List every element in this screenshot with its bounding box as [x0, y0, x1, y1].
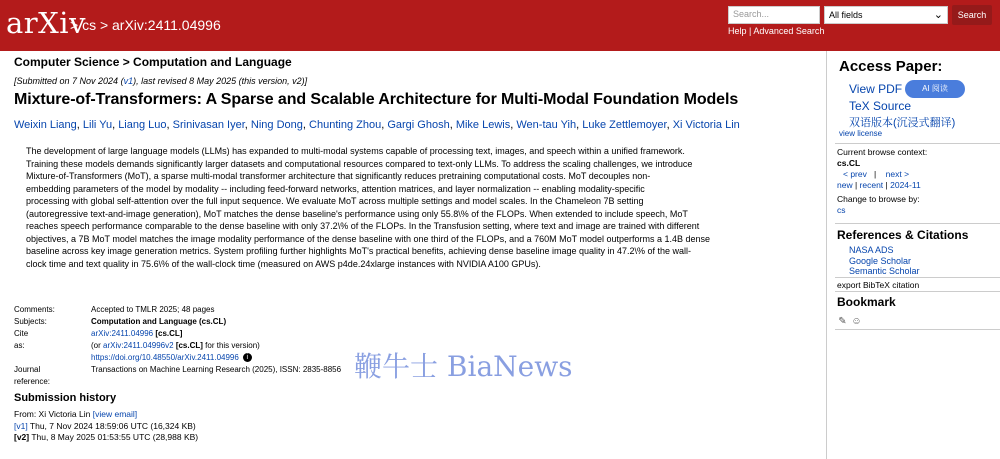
browse-context-label: Current browse context:: [837, 147, 928, 157]
export-bibtex-link[interactable]: export BibTeX citation: [837, 280, 920, 290]
author-separator: ,: [510, 119, 517, 131]
journal-label: Journal reference:: [14, 365, 51, 386]
recent-link[interactable]: recent: [859, 180, 884, 190]
abstract-line: objectives, a 7B MoT model matches the image modality performance of the dense baseline with one third of the FLOPs, and a 760M MoT model outperforms a 1.4B dense: [26, 233, 711, 244]
author-separator: ,: [244, 119, 251, 131]
subjects-value: Computation and Language (cs.CL): [91, 317, 227, 326]
abstract-line: clock time and text quality in 75.6\% of the wall-clock time (measured on AWS p4de.24xlarge instances with NVIDIA A100 GPUs).: [26, 258, 541, 269]
divider: [835, 329, 1000, 330]
submission-dates: [14, 76, 307, 86]
cite-version-tag: [cs.CL]: [175, 341, 203, 350]
author-link[interactable]: Ning Dong: [250, 119, 303, 131]
author-separator: ,: [166, 119, 173, 131]
author-link[interactable]: Mike Lewis: [455, 119, 511, 131]
author-link[interactable]: Weixin Liang: [14, 119, 77, 131]
change-browse-cs-link[interactable]: cs: [837, 205, 846, 215]
separator: |: [885, 180, 891, 190]
author-separator: ,: [666, 119, 673, 131]
abstract: [26, 145, 802, 270]
author-separator: ,: [381, 119, 388, 131]
semantic-scholar-link[interactable]: Semantic Scholar: [849, 266, 920, 276]
breadcrumb[interactable]: > cs > arXiv:2411.04996: [70, 17, 221, 33]
cite-tag: [cs.CL]: [155, 329, 183, 338]
new-link[interactable]: new: [837, 180, 853, 190]
cite-version: [91, 340, 260, 352]
month-link[interactable]: 2024-11: [890, 180, 921, 190]
subjects-label: Subjects:: [14, 317, 47, 326]
author-link[interactable]: Xi Victoria Lin: [672, 119, 740, 131]
comments-value: Accepted to TMLR 2025; 48 pages: [91, 305, 215, 314]
browse-context-value: cs.CL: [837, 158, 861, 168]
google-scholar-link[interactable]: Google Scholar: [849, 255, 912, 266]
abstract-line: (autoregressive text-and-image generation), MoT matches the dense baseline's performance using only 55.8\% of the FLOPs. When extended to include speech, MoT: [26, 208, 688, 219]
references-title: References & Citations: [837, 228, 969, 242]
arxiv-logo[interactable]: arXiv: [6, 6, 86, 40]
advanced-search-link[interactable]: Advanced Search: [753, 26, 825, 36]
info-icon[interactable]: i: [243, 353, 252, 362]
cite-version-link[interactable]: arXiv:2411.04996v2: [103, 341, 174, 350]
bibsonomy-icon[interactable]: ✎: [838, 316, 847, 327]
v1-info: Thu, 7 Nov 2024 18:59:06 UTC (16,324 KB): [27, 420, 196, 431]
abstract-line: reaches speech performance comparable to the dense baseline with only 37.2\% of the FLOPs. In the Transfusion setting, where text and image are trained with different: [26, 221, 700, 231]
separator: |: [749, 26, 754, 36]
doi-link[interactable]: https://doi.org/10.48550/arXiv.2411.04996: [91, 353, 239, 362]
paper-title: Mixture-of-Transformers: A Sparse and Scalable Architecture for Multi-Modal Foundation Models: [14, 91, 739, 108]
submitted-v1-link[interactable]: v1: [123, 76, 134, 86]
author-separator: ,: [112, 119, 119, 131]
cite-label: Cite as:: [14, 329, 29, 350]
separator: |: [854, 180, 860, 190]
change-browse-label: Change to browse by:: [837, 194, 920, 204]
abstract-line: The development of large language models (LLMs) has expanded to multi-modal systems capable of processing text, images, and speech within a unified framework.: [26, 146, 685, 156]
abstract-line: processing with global self-attention over the full input sequence. We evaluate MoT across multiple settings and model scales. In the Chameleon 7B setting: [26, 196, 644, 206]
submitted-prefix: [Submitted on 7 Nov 2024 (: [14, 76, 124, 86]
author-list: [14, 119, 740, 131]
ai-read-button[interactable]: AI 阅读: [905, 80, 965, 98]
nasa-ads-link[interactable]: NASA ADS: [849, 245, 894, 255]
watermark-cn: 鞭牛士: [354, 350, 439, 383]
divider: [835, 277, 1000, 278]
author-link[interactable]: Lili Yu: [82, 119, 113, 131]
abstract-line: Mixture-of-Transformers (MoT), a sparse multi-modal transformer architecture that significantly reduces pretraining computational costs. MoT decouples non-: [26, 171, 651, 181]
help-links: [728, 26, 824, 36]
search-button[interactable]: Search: [952, 5, 992, 25]
cite-version-suffix: for this version): [202, 341, 260, 350]
view-email-link[interactable]: [view email]: [92, 409, 138, 419]
author-separator: ,: [76, 119, 83, 131]
v1-link[interactable]: [v1]: [14, 420, 28, 431]
submission-history-title: Submission history: [14, 392, 117, 404]
separator: |: [869, 169, 884, 179]
search-field-value: All fields: [829, 10, 863, 20]
divider: [835, 291, 1000, 292]
view-pdf-link[interactable]: View PDF: [849, 82, 903, 96]
references-list: [849, 245, 920, 277]
bookmark-title: Bookmark: [837, 295, 896, 309]
tex-source-link[interactable]: TeX Source: [849, 99, 912, 113]
journal-value: Transactions on Machine Learning Research (2025), ISSN: 2835-8856: [91, 365, 342, 374]
chevron-down-icon: ⌄: [933, 9, 943, 21]
abstract-line: Training these models demands significantly larger datasets and computational resources compared to text-only LLMs. To address the scaling challenges, we introduce: [26, 158, 693, 169]
next-link[interactable]: next >: [885, 169, 910, 179]
doi-row: [91, 352, 252, 364]
author-separator: ,: [302, 119, 310, 131]
view-license-link[interactable]: view license: [839, 129, 883, 138]
search-input[interactable]: Search...: [728, 6, 820, 24]
help-link[interactable]: Help: [728, 26, 747, 36]
author-link[interactable]: Luke Zettlemoyer: [582, 119, 667, 131]
divider: [835, 223, 1000, 224]
sidebar: [826, 51, 1000, 459]
v2-info: Thu, 8 May 2025 01:53:55 UTC (28,988 KB): [29, 432, 199, 442]
search-field-select[interactable]: [824, 6, 948, 24]
bookmark-icons: [837, 311, 865, 329]
reddit-icon[interactable]: ☺: [851, 316, 862, 327]
author-link[interactable]: Srinivasan Iyer: [172, 119, 245, 131]
cite-id-link[interactable]: arXiv:2411.04996: [91, 329, 154, 338]
bilingual-version-link[interactable]: 双语版本(沉浸式翻译): [849, 117, 956, 129]
abstract-line: embedding parameters of the model by modality -- including feed-forward networks, attention matrices, and layer normalization -- enabling modality-specific: [26, 183, 645, 194]
browse-context: [837, 147, 927, 216]
divider: [835, 143, 1000, 144]
author-link[interactable]: Gargi Ghosh: [387, 119, 450, 131]
abstract-line: baseline across key image generation metrics. System profiling further highlights MoT's practical benefits, achieving dense baseline image quality in 47.2\% of the wall-: [26, 246, 692, 256]
author-link[interactable]: Chunting Zhou: [309, 119, 382, 131]
author-separator: ,: [576, 119, 583, 131]
author-separator: ,: [449, 119, 456, 131]
cite-version-prefix: (or: [91, 341, 103, 350]
watermark-en: BiaNews: [446, 350, 573, 383]
prev-link[interactable]: < prev: [843, 169, 867, 179]
comments-label: Comments:: [14, 305, 55, 314]
from-label: From: Xi Victoria Lin: [14, 409, 93, 419]
v2-tag: [v2]: [14, 432, 30, 442]
author-link[interactable]: Wen-tau Yih: [516, 119, 577, 131]
cite-value: [91, 328, 182, 340]
submission-history: [14, 409, 198, 444]
author-link[interactable]: Liang Luo: [118, 119, 167, 131]
access-paper-title: Access Paper:: [839, 58, 943, 75]
top-header-bar: [0, 0, 1000, 51]
subject-heading: Computer Science > Computation and Language: [14, 55, 292, 69]
watermark: [354, 345, 573, 385]
submitted-suffix: ), last revised 8 May 2025 (this version, v2)]: [133, 76, 308, 86]
